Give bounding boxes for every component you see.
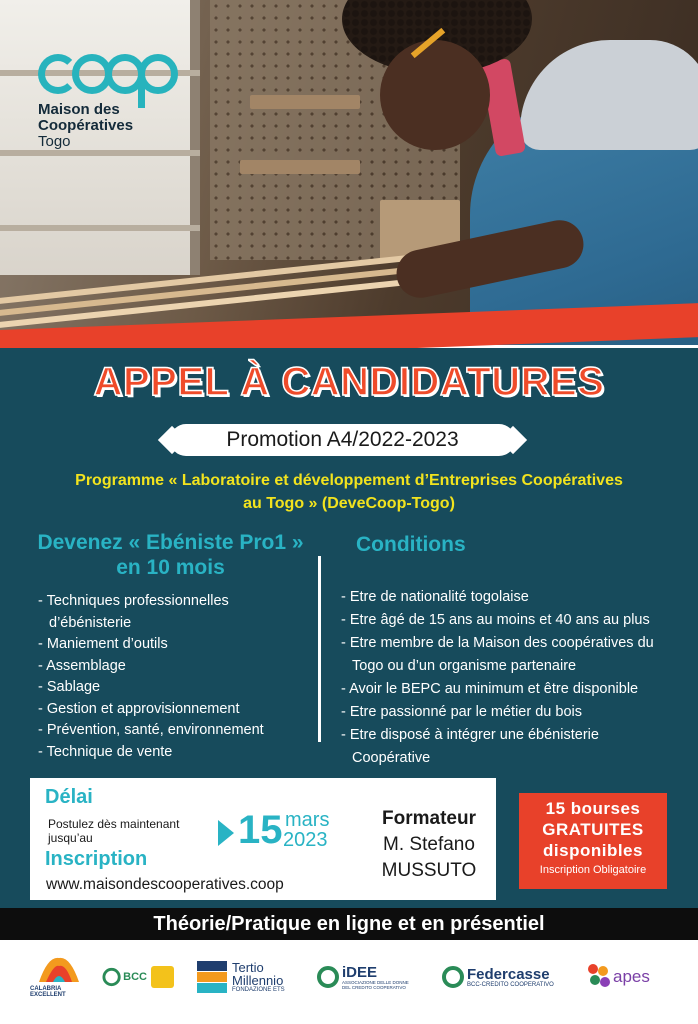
page-title: APPEL À CANDIDATURES: [93, 360, 605, 404]
skills-list: [38, 591, 308, 763]
mode-banner: Théorie/Pratique en ligne et en présentiel: [0, 908, 698, 940]
deadline-panel: [30, 778, 496, 900]
program-title: Programme « Laboratoire et développement d’Entreprises Coopératives au Togo » (DeveCoop-Togo): [75, 472, 623, 512]
idee-icon: [317, 966, 339, 988]
list-item: - Assemblage: [38, 656, 308, 678]
deadline-text: Postulez dès maintenant jusqu’au: [48, 817, 180, 845]
calabria-logo: CALABRIA EXCELLENT: [30, 952, 88, 1002]
logo-text: Maison des Coopératives Togo: [38, 101, 134, 150]
arrow-icon: [218, 820, 234, 846]
list-item: - Etre disposé à intégrer une ébénisterie Coopérative: [341, 724, 681, 770]
inscription-label: Inscription: [45, 848, 148, 870]
coop-logo-mark: [38, 50, 180, 102]
list-item: - Techniques professionnelles d’ébénisterie: [38, 591, 308, 634]
federcasse-icon: [442, 966, 464, 988]
conditions-list: [341, 586, 681, 770]
left-heading: Devenez « Ebéniste Pro1 » en 10 mois: [37, 531, 304, 579]
list-item: - Etre âgé de 15 ans au moins et 40 ans au plus: [341, 609, 681, 632]
idee-logo: iDEE ASSOCIAZIONE DELLE DONNE DEL CREDITO COOPERATIVO: [317, 952, 417, 1002]
list-item: - Etre de nationalité togolaise: [341, 586, 681, 609]
list-item: - Maniement d’outils: [38, 634, 308, 656]
federcasse-logo: Federcasse BCC-CREDITO COOPERATIVO: [442, 952, 562, 1002]
tertio-logo: Tertio Millennio FONDAZIONE ETS: [197, 952, 297, 1002]
list-item: - Prévention, santé, environnement: [38, 720, 308, 742]
list-item: - Avoir le BEPC au minimum et être disponible: [341, 678, 681, 701]
calabria-icon: [36, 952, 82, 986]
deadline-day: 15: [238, 808, 283, 852]
apes-icon: [585, 962, 611, 992]
inscription-link[interactable]: www.maisondescooperatives.coop: [46, 876, 284, 893]
trainer-label: Formateur: [382, 808, 476, 829]
list-item: - Sablage: [38, 677, 308, 699]
deadline-month: mars: [285, 809, 330, 831]
bcc-logo: BCC: [102, 952, 174, 1002]
promotion-badge: Promotion A4/2022-2023: [170, 424, 515, 456]
list-item: - Etre passionné par le métier du bois: [341, 701, 681, 724]
list-item: - Technique de vente: [38, 742, 308, 764]
grants-badge: 15 bourses GRATUITES disponibles Inscription Obligatoire: [519, 793, 667, 889]
trainer-block: [364, 806, 494, 884]
list-item: - Etre membre de la Maison des coopératives du Togo ou d’un organisme partenaire: [341, 632, 681, 678]
deadline-label: Délai: [45, 786, 93, 808]
coop-logo: [38, 50, 180, 150]
conditions-heading: Conditions: [356, 533, 466, 556]
list-item: - Gestion et approvisionnement: [38, 699, 308, 721]
trainer-surname: MUSSUTO: [381, 860, 477, 881]
bcc-badge-icon: [151, 966, 174, 988]
tertio-icon: [197, 961, 227, 993]
partners-bar: [0, 940, 698, 1024]
apes-logo: apes: [585, 952, 665, 1002]
trainer-name: M. Stefano: [383, 834, 475, 855]
column-divider: [318, 556, 321, 742]
bcc-icon: [102, 967, 121, 987]
deadline-year: 2023: [283, 829, 328, 851]
